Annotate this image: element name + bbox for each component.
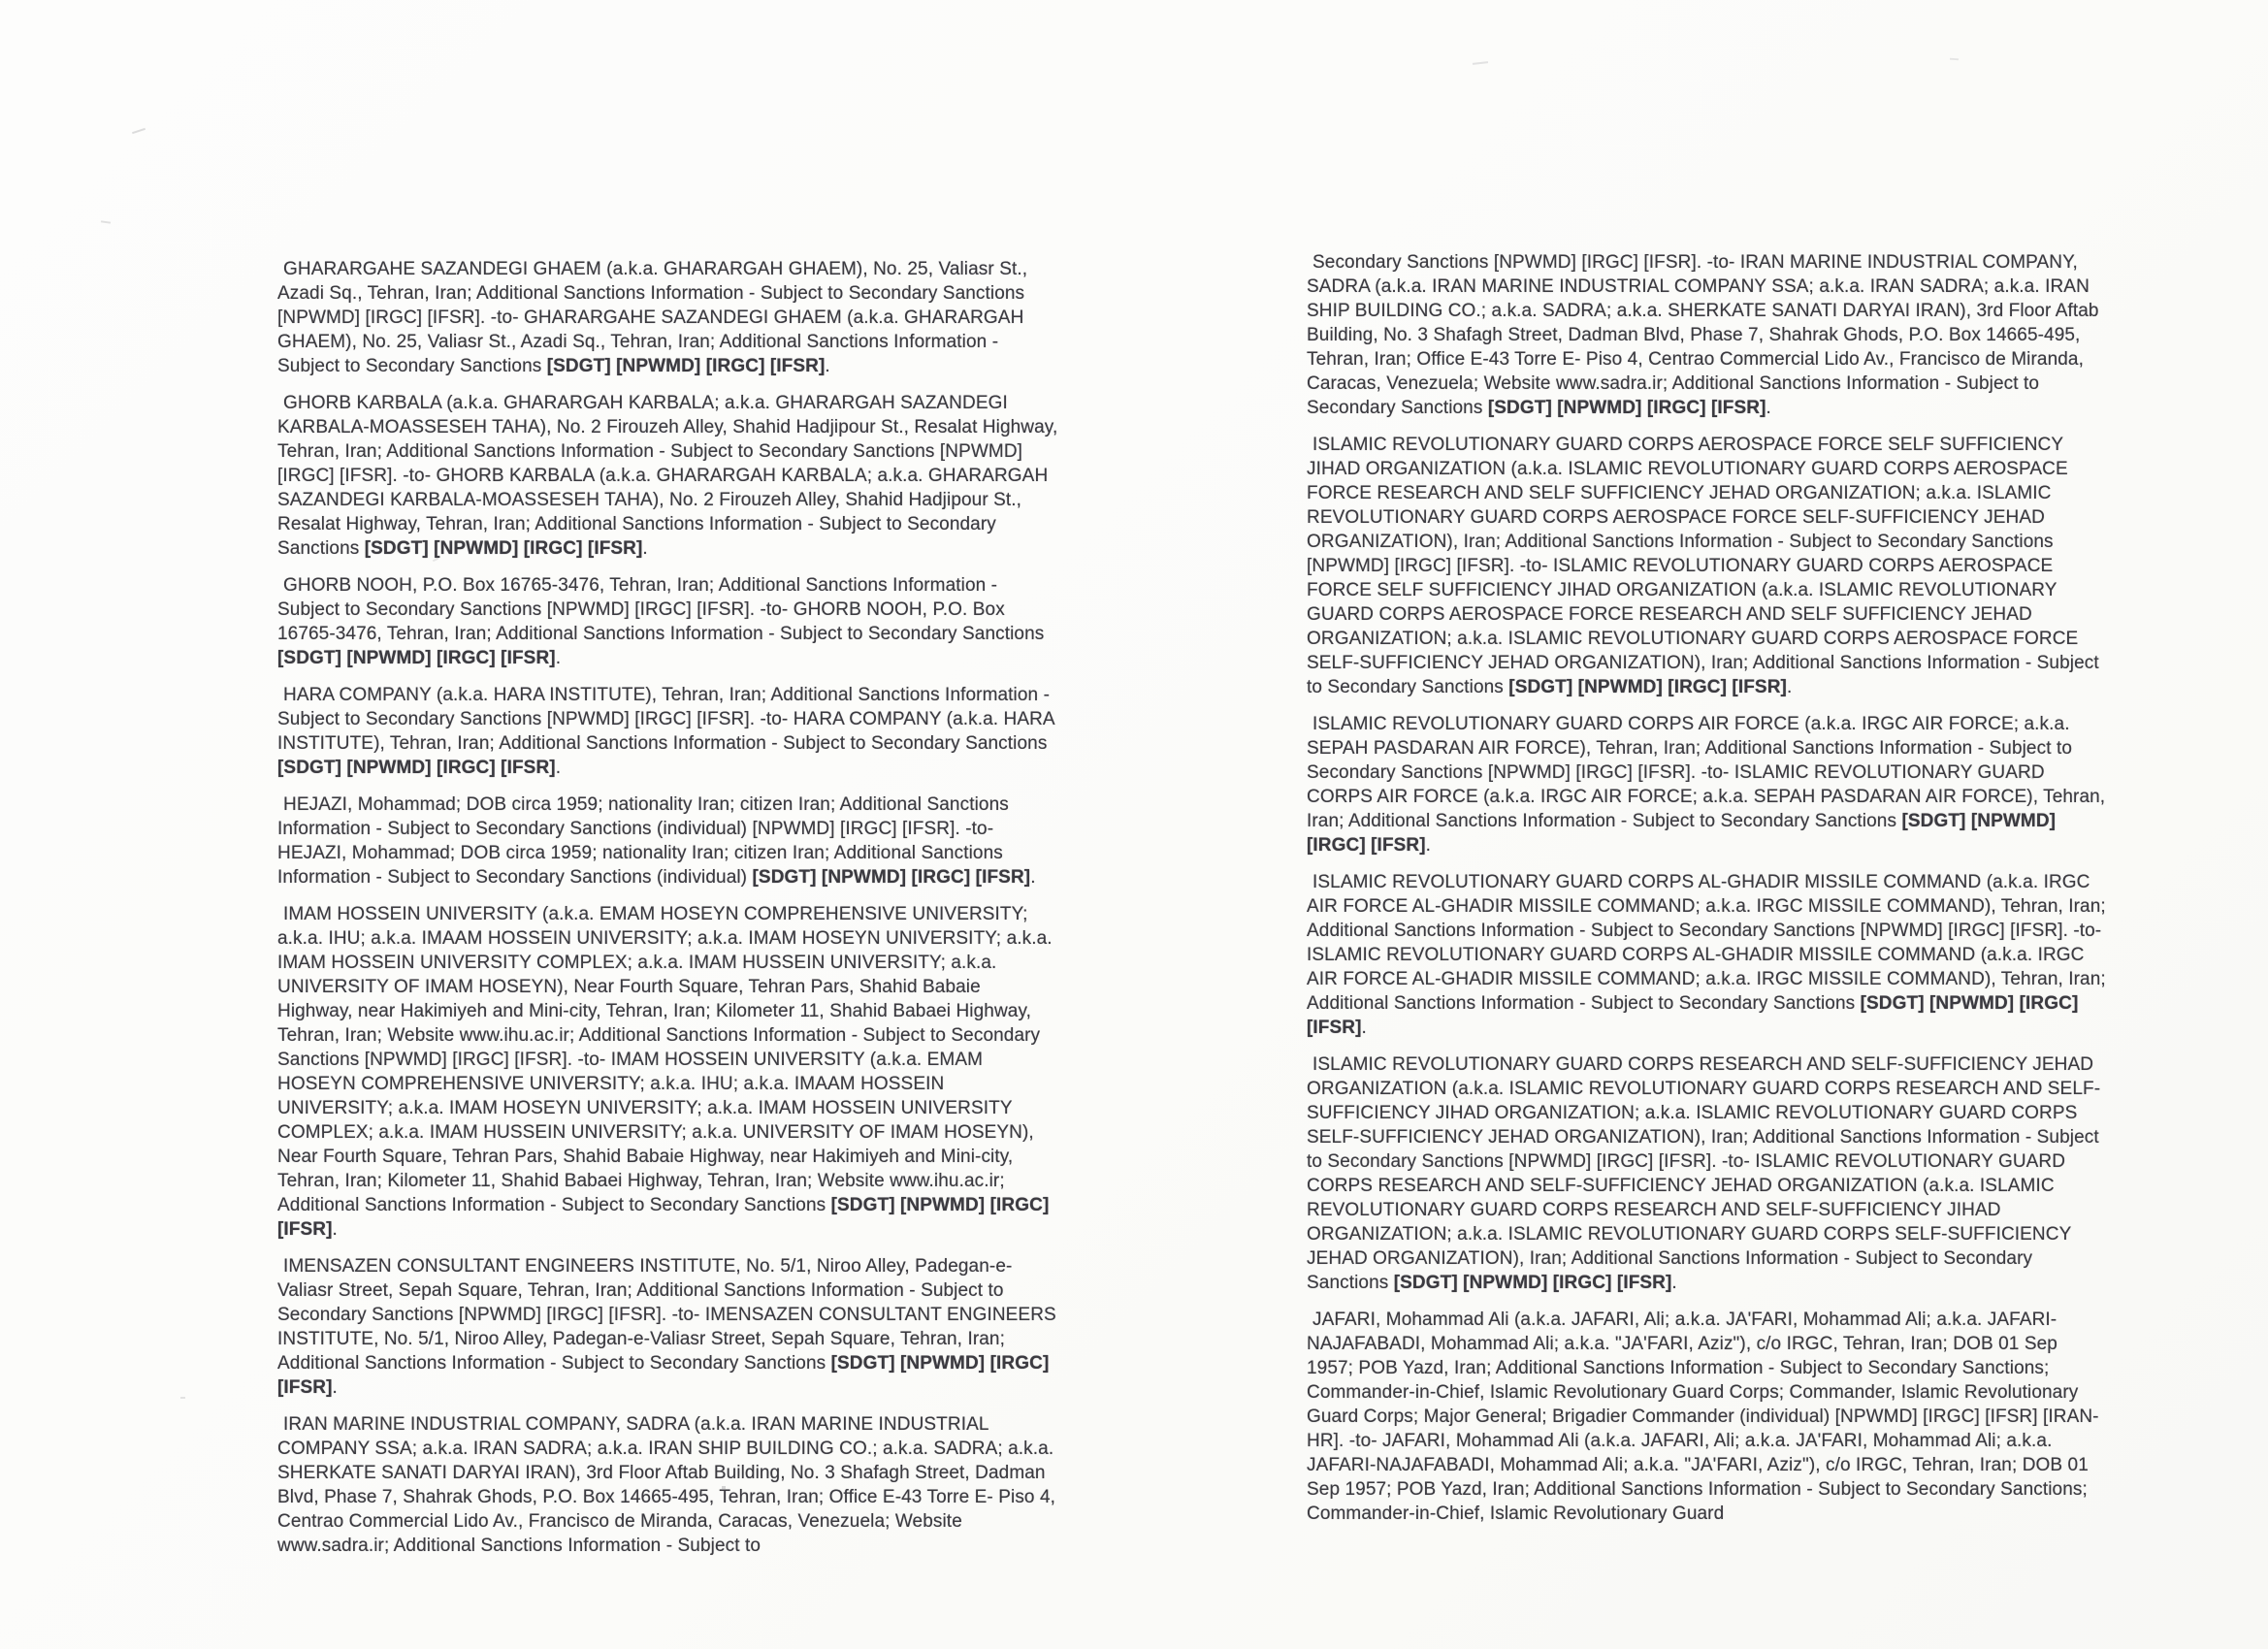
entry-text: .	[642, 538, 648, 559]
sanctions-entry	[1307, 712, 2106, 857]
entry-text: JAFARI, Mohammad Ali (a.k.a. JAFARI, Ali; a.k.a. JA'FARI, Mohammad Ali; a.k.a. JAFARI-NAJAFABADI, Mohammad Ali; a.k.a. "JA'FARI, Aziz"), c/o IRGC, Tehran, Iran; DOB 01 Sep 1957; POB Yazd, Iran; Additional Sanctions Information - Subject to Secondary Sanctions; Commander-in-Chief, Islamic Revolutionary Guard Corps; Commander, Islamic Revolutionary Guard Corps; Major General; Brigadier Commander (individual) [NPWMD] [IRGC] [IFSR] [IRAN-HR]. -to- JAFARI, Mohammad Ali (a.k.a. JAFARI, Ali; a.k.a. JA'FARI, Mohammad Ali; a.k.a. JAFARI-NAJAFABADI, Mohammad Ali; a.k.a. "JA'FARI, Aziz"), c/o IRGC, Tehran, Iran; DOB 01 Sep 1957; POB Yazd, Iran; Additional Sanctions Information - Subject to Secondary Sanctions; Commander-in-Chief, Islamic Revolutionary Guard	[1307, 1310, 2099, 1524]
program-tags-bold: [SDGT] [NPWMD] [IRGC] [IFSR]	[546, 356, 826, 376]
text-column-left	[277, 257, 1059, 1570]
entry-text: IMAM HOSSEIN UNIVERSITY (a.k.a. EMAM HOSEYN COMPREHENSIVE UNIVERSITY; a.k.a. IHU; a.k.a. IMAAM HOSSEIN UNIVERSITY; a.k.a. IMAM HOSEYN UNIVERSITY; a.k.a. IMAM HOSSEIN UNIVERSITY COMPLEX; a.k.a. IMAM HUSSEIN UNIVERSITY; a.k.a. UNIVERSITY OF IMAM HOSEYN), Near Fourth Square, Tehran Pars, Shahid Babaie Highway, near Hakimiyeh and Mini-city, Tehran, Iran; Kilometer 11, Shahid Babaei Highway, Tehran, Iran; Website www.ihu.ac.ir; Additional Sanctions Information - Subject to Secondary Sanctions [NPWMD] [IRGC] [IFSR]. -to- IMAM HOSSEIN UNIVERSITY (a.k.a. EMAM HOSEYN COMPREHENSIVE UNIVERSITY; a.k.a. IHU; a.k.a. IMAAM HOSSEIN UNIVERSITY; a.k.a. IMAM HOSEYN UNIVERSITY; a.k.a. IMAM HOSSEIN UNIVERSITY COMPLEX; a.k.a. IMAM HUSSEIN UNIVERSITY; a.k.a. UNIVERSITY OF IMAM HOSEYN), Near Fourth Square, Tehran Pars, Shahid Babaie Highway, near Hakimiyeh and Mini-city, Tehran, Iran; Kilometer 11, Shahid Babaei Highway, Tehran, Iran; Website www.ihu.ac.ir; Additional Sanctions Information - Subject to Secondary Sanctions	[277, 904, 1053, 1215]
entry-text: .	[555, 648, 562, 668]
sanctions-entry	[277, 1254, 1059, 1400]
program-tags-bold: [SDGT] [NPWMD] [IRGC] [IFSR]	[1393, 1273, 1672, 1293]
entry-text: Secondary Sanctions [NPWMD] [IRGC] [IFSR]. -to- IRAN MARINE INDUSTRIAL COMPANY, SADRA (a.k.a. IRAN MARINE INDUSTRIAL COMPANY SSA; a.k.a. IRAN SADRA; a.k.a. IRAN SHIP BUILDING CO.; a.k.a. SADRA; a.k.a. SHERKATE SANATI DARYAI IRAN), 3rd Floor Aftab Building, No. 3 Shafagh Street, Dadman Blvd, Phase 7, Shahrak Ghods, P.O. Box 14665-495, Tehran, Iran; Office E-43 Torre E- Piso 4, Centrao Commercial Lido Av., Francisco de Miranda, Caracas, Venezuela; Website www.sadra.ir; Additional Sanctions Information - Subject to Secondary Sanctions	[1307, 252, 2099, 418]
entry-text: IMENSAZEN CONSULTANT ENGINEERS INSTITUTE, No. 5/1, Niroo Alley, Padegan-e-Valiasr Street, Sepah Square, Tehran, Iran; Additional Sanctions Information - Subject to Secondary Sanctions [NPWMD] [IRGC] [IFSR]. -to- IMENSAZEN CONSULTANT ENGINEERS INSTITUTE, No. 5/1, Niroo Alley, Padegan-e-Valiasr Street, Sepah Square, Tehran, Iran; Additional Sanctions Information - Subject to Secondary Sanctions	[277, 1256, 1056, 1374]
program-tags-bold: [SDGT] [NPWMD] [IRGC] [IFSR]	[277, 1353, 1050, 1398]
sanctions-entry	[277, 391, 1059, 561]
program-tags-bold: [SDGT] [NPWMD] [IRGC] [IFSR]	[277, 1195, 1050, 1240]
text-column-right	[1307, 250, 2106, 1538]
program-tags-bold: [SDGT] [NPWMD] [IRGC] [IFSR]	[364, 538, 643, 559]
entry-text: ISLAMIC REVOLUTIONARY GUARD CORPS AEROSPACE FORCE SELF SUFFICIENCY JIHAD ORGANIZATION (a.k.a. ISLAMIC REVOLUTIONARY GUARD CORPS AEROSPACE FORCE RESEARCH AND SELF SUFFICIENCY JEHAD ORGANIZATION; a.k.a. ISLAMIC REVOLUTIONARY GUARD CORPS AEROSPACE FORCE SELF-SUFFICIENCY JEHAD ORGANIZATION), Iran; Additional Sanctions Information - Subject to Secondary Sanctions [NPWMD] [IRGC] [IFSR]. -to- ISLAMIC REVOLUTIONARY GUARD CORPS AEROSPACE FORCE SELF SUFFICIENCY JIHAD ORGANIZATION (a.k.a. ISLAMIC REVOLUTIONARY GUARD CORPS AEROSPACE FORCE RESEARCH AND SELF SUFFICIENCY JEHAD ORGANIZATION; a.k.a. ISLAMIC REVOLUTIONARY GUARD CORPS AEROSPACE FORCE SELF-SUFFICIENCY JEHAD ORGANIZATION), Iran; Additional Sanctions Information - Subject to Secondary Sanctions	[1307, 435, 2099, 697]
program-tags-bold: [SDGT] [NPWMD] [IRGC] [IFSR]	[1307, 811, 2057, 856]
entry-text: ISLAMIC REVOLUTIONARY GUARD CORPS AIR FORCE (a.k.a. IRGC AIR FORCE; a.k.a. SEPAH PASDARAN AIR FORCE), Tehran, Iran; Additional Sanctions Information - Subject to Secondary Sanctions [NPWMD] [IRGC] [IFSR]. -to- ISLAMIC REVOLUTIONARY GUARD CORPS AIR FORCE (a.k.a. IRGC AIR FORCE; a.k.a. SEPAH PASDARAN AIR FORCE), Tehran, Iran; Additional Sanctions Information - Subject to Secondary Sanctions	[1307, 714, 2106, 831]
program-tags-bold: [SDGT] [NPWMD] [IRGC]	[277, 758, 496, 778]
sanctions-entry	[1307, 1308, 2106, 1526]
entry-text: .	[825, 356, 830, 376]
sanctions-entry	[1307, 433, 2106, 699]
program-tags-bold: [SDGT] [NPWMD] [IRGC] [IFSR]	[1508, 677, 1787, 697]
entry-text: ISLAMIC REVOLUTIONARY GUARD CORPS AL-GHADIR MISSILE COMMAND (a.k.a. IRGC AIR FORCE AL-GHADIR MISSILE COMMAND; a.k.a. IRGC MISSILE COMMAND), Tehran, Iran; Additional Sanctions Information - Subject to Secondary Sanctions [NPWMD] [IRGC] [IFSR]. -to- ISLAMIC REVOLUTIONARY GUARD CORPS AL-GHADIR MISSILE COMMAND (a.k.a. IRGC AIR FORCE AL-GHADIR MISSILE COMMAND; a.k.a. IRGC MISSILE COMMAND), Tehran, Iran; Additional Sanctions Information - Subject to Secondary Sanctions	[1307, 872, 2106, 1014]
sanctions-entry	[277, 573, 1059, 670]
sanctions-entry	[277, 902, 1059, 1242]
sanctions-entry	[277, 683, 1059, 780]
entry-text: .	[332, 1377, 338, 1398]
entry-text: .	[1786, 677, 1793, 697]
entry-text: GHARARGAHE SAZANDEGI GHAEM (a.k.a. GHARARGAH GHAEM), No. 25, Valiasr St., Azadi Sq., Tehran, Iran; Additional Sanctions Information - Subject to Secondary Sanctions [NPWMD] [IRGC] [IFSR]. -to- GHARARGAHE SAZANDEGI GHAEM (a.k.a. GHARARGAH GHAEM), No. 25, Valiasr St., Azadi Sq., Tehran, Iran; Additional Sanctions Information - Subject to Secondary Sanctions	[277, 259, 1028, 376]
entry-text: .	[1766, 398, 1771, 418]
scan-artifact	[132, 128, 146, 134]
sanctions-entry	[277, 1412, 1059, 1558]
scan-artifact	[180, 1397, 185, 1399]
entry-text: .	[555, 758, 562, 778]
sanctions-entry	[277, 257, 1059, 378]
program-tags-bold: [SDGT] [NPWMD] [IRGC] [IFSR]	[752, 867, 1031, 888]
scan-artifact	[1950, 58, 1959, 61]
scan-artifact	[101, 220, 111, 223]
entry-text: .	[1030, 867, 1036, 888]
entry-text: IRAN MARINE INDUSTRIAL COMPANY, SADRA (a.k.a. IRAN MARINE INDUSTRIAL COMPANY SSA; a.k.a. IRAN SADRA; a.k.a. IRAN SHIP BUILDING CO.; a.k.a. SADRA; a.k.a. SHERKATE SANATI DARYAI IRAN), 3rd Floor Aftab Building, No. 3 Shafagh Street, Dadman Blvd, Phase 7, Shahrak Ghods, P.O. Box 14665-495, Tehran, Iran; Office E-43 Torre E- Piso 4, Centrao Commercial Lido Av., Francisco de Miranda, Caracas, Venezuela; Website www.sadra.ir; Additional Sanctions Information - Subject to	[277, 1414, 1056, 1556]
entry-text: ISLAMIC REVOLUTIONARY GUARD CORPS RESEARCH AND SELF-SUFFICIENCY JEHAD ORGANIZATION (a.k.a. ISLAMIC REVOLUTIONARY GUARD CORPS RESEARCH AND SELF-SUFFICIENCY JIHAD ORGANIZATION; a.k.a. ISLAMIC REVOLUTIONARY GUARD CORPS SELF-SUFFICIENCY JEHAD ORGANIZATION), Iran; Additional Sanctions Information - Subject to Secondary Sanctions [NPWMD] [IRGC] [IFSR]. -to- ISLAMIC REVOLUTIONARY GUARD CORPS RESEARCH AND SELF-SUFFICIENCY JEHAD ORGANIZATION (a.k.a. ISLAMIC REVOLUTIONARY GUARD CORPS RESEARCH AND SELF-SUFFICIENCY JIHAD ORGANIZATION; a.k.a. ISLAMIC REVOLUTIONARY GUARD CORPS SELF-SUFFICIENCY JEHAD ORGANIZATION), Iran; Additional Sanctions Information - Subject to Secondary Sanctions	[1307, 1054, 2101, 1293]
entry-text: HARA COMPANY (a.k.a. HARA INSTITUTE), Tehran, Iran; Additional Sanctions Information - Subject to Secondary Sanctions [NPWMD] [IRGC] [IFSR]. -to- HARA COMPANY (a.k.a. HARA INSTITUTE), Tehran, Iran; Additional Sanctions Information - Subject to Secondary Sanctions	[277, 685, 1054, 754]
entry-text: HEJAZI, Mohammad; DOB circa 1959; nationality Iran; citizen Iran; Additional Sanctions Information - Subject to Secondary Sanctions (individual) [NPWMD] [IRGC] [IFSR]. -to- HEJAZI, Mohammad; DOB circa 1959; nationality Iran; citizen Iran; Additional Sanctions Information - Subject to Secondary Sanctions (individual)	[277, 794, 1009, 888]
entry-text: .	[1671, 1273, 1677, 1293]
scan-artifact	[722, 1486, 726, 1489]
entry-text: GHORB NOOH, P.O. Box 16765-3476, Tehran, Iran; Additional Sanctions Information - Subject to Secondary Sanctions [NPWMD] [IRGC] [IFSR]. -to- GHORB NOOH, P.O. Box 16765-3476, Tehran, Iran; Additional Sanctions Information - Subject to Secondary Sanctions	[277, 575, 1045, 644]
sanctions-entry	[1307, 250, 2106, 420]
program-tags-bold: [SDGT] [NPWMD] [IRGC] [IFSR]	[1487, 398, 1766, 418]
entry-text: .	[332, 1219, 338, 1240]
entry-text: .	[1425, 835, 1432, 856]
program-tags-bold: [SDGT] [NPWMD] [IRGC] [IFSR]	[277, 648, 556, 668]
sanctions-entry	[277, 792, 1059, 889]
program-tags-bold: [SDGT] [NPWMD] [IRGC] [IFSR]	[1307, 993, 2079, 1038]
sanctions-entry	[1307, 870, 2106, 1040]
sanctions-entry	[1307, 1052, 2106, 1295]
entry-text: .	[1361, 1018, 1367, 1038]
scan-artifact	[1473, 61, 1488, 65]
program-tags-bold: [IFSR]	[501, 758, 556, 778]
entry-text: GHORB KARBALA (a.k.a. GHARARGAH KARBALA; a.k.a. GHARARGAH SAZANDEGI KARBALA-MOASSESEH TAHA), No. 2 Firouzeh Alley, Shahid Hadjipour St., Resalat Highway, Tehran, Iran; Additional Sanctions Information - Subject to Secondary Sanctions [NPWMD] [IRGC] [IFSR]. -to- GHORB KARBALA (a.k.a. GHARARGAH KARBALA; a.k.a. GHARARGAH SAZANDEGI KARBALA-MOASSESEH TAHA), No. 2 Firouzeh Alley, Shahid Hadjipour St., Resalat Highway, Tehran, Iran; Additional Sanctions Information - Subject to Secondary Sanctions	[277, 393, 1058, 559]
